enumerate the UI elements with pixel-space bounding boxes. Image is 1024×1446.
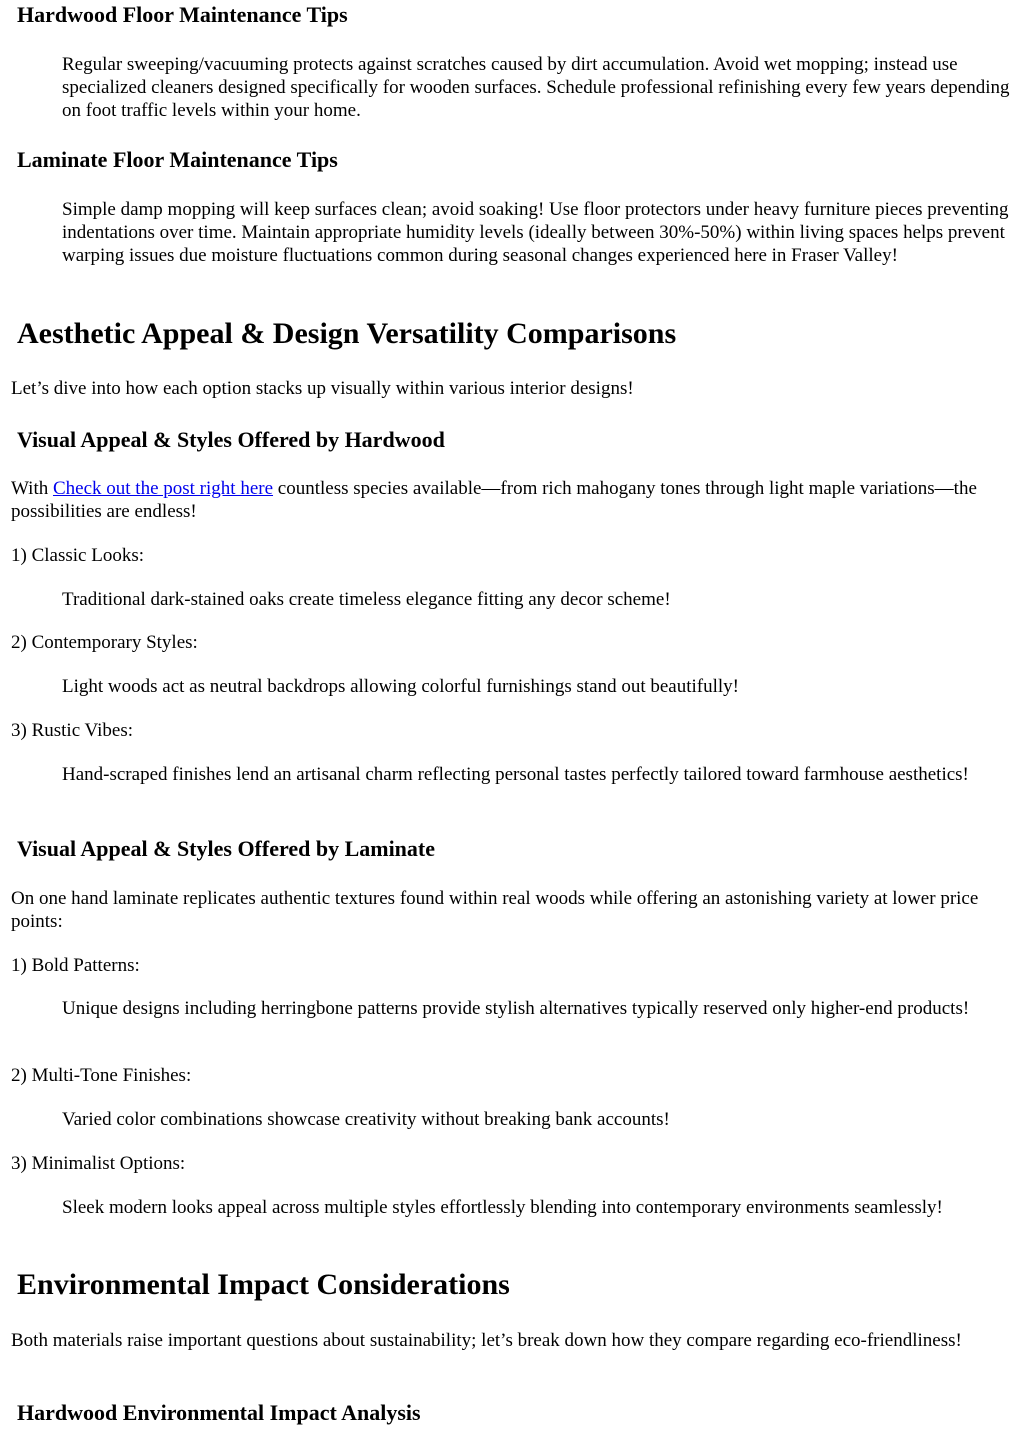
hardwood-environmental-heading: Hardwood Environmental Impact Analysis: [17, 1400, 421, 1425]
bold-patterns-label: 1) Bold Patterns:: [11, 955, 140, 976]
visual-hardwood-heading: Visual Appeal & Styles Offered by Hardwood: [17, 427, 445, 452]
rustic-vibes-text: Hand-scraped finishes lend an artisanal charm reflecting personal tastes perfectly tailored toward farmhouse aesthetics!: [62, 764, 969, 785]
bold-patterns-text: Unique designs including herringbone patterns provide stylish alternatives typically reserved only higher-end products!: [62, 998, 970, 1019]
visual-hardwood-intro: [11, 477, 1017, 523]
visual-laminate-intro: On one hand laminate replicates authentic textures found within real woods while offering an astonishing variety at lower price points:: [11, 888, 979, 932]
hardwood-maintenance-heading: Hardwood Floor Maintenance Tips: [17, 2, 348, 27]
aesthetic-intro: Let’s dive into how each option stacks up visually within various interior designs!: [11, 378, 634, 399]
intro-text-before: With: [11, 478, 53, 499]
laminate-maintenance-text: Simple damp mopping will keep surfaces clean; avoid soaking! Use floor protectors under heavy furniture pieces preventing indentations over time. Maintain appropriate humidity levels (ideally between 30%-50%) within living spaces helps prevent warping issues due moisture fluctuations common during seasonal changes experienced here in Fraser Valley!: [62, 199, 1009, 266]
post-link[interactable]: Check out the post right here: [52, 478, 274, 499]
aesthetic-heading: Aesthetic Appeal & Design Versatility Comparisons: [17, 317, 677, 350]
laminate-maintenance-heading: Laminate Floor Maintenance Tips: [17, 147, 338, 172]
environmental-intro: Both materials raise important questions about sustainability; let’s break down how they compare regarding eco-friendliness!: [11, 1330, 962, 1351]
visual-laminate-heading: Visual Appeal & Styles Offered by Laminate: [17, 836, 436, 861]
multi-tone-label: 2) Multi-Tone Finishes:: [11, 1065, 192, 1086]
minimalist-label: 3) Minimalist Options:: [11, 1153, 186, 1174]
rustic-vibes-label: 3) Rustic Vibes:: [11, 720, 134, 741]
hardwood-maintenance-text: Regular sweeping/vacuuming protects against scratches caused by dirt accumulation. Avoid wet mopping; instead use specialized cleaners designed specifically for wooden surfaces. Schedule professional refinishing every few years depending on foot traffic levels within your home.: [62, 54, 1010, 121]
contemporary-styles-label: 2) Contemporary Styles:: [11, 632, 198, 653]
contemporary-styles-text: Light woods act as neutral backdrops allowing colorful furnishings stand out beautifully!: [62, 676, 739, 697]
classic-looks-text: Traditional dark-stained oaks create timeless elegance fitting any decor scheme!: [62, 589, 671, 610]
environmental-heading: Environmental Impact Considerations: [17, 1268, 510, 1301]
multi-tone-text: Varied color combinations showcase creativity without breaking bank accounts!: [62, 1109, 670, 1130]
classic-looks-label: 1) Classic Looks:: [11, 545, 144, 566]
minimalist-text: Sleek modern looks appeal across multiple styles effortlessly blending into contemporary environments seamlessly!: [62, 1197, 943, 1218]
intro-text-after: countless species available—from rich mahogany tones through light maple variations—the possibilities are endless!: [11, 478, 977, 522]
